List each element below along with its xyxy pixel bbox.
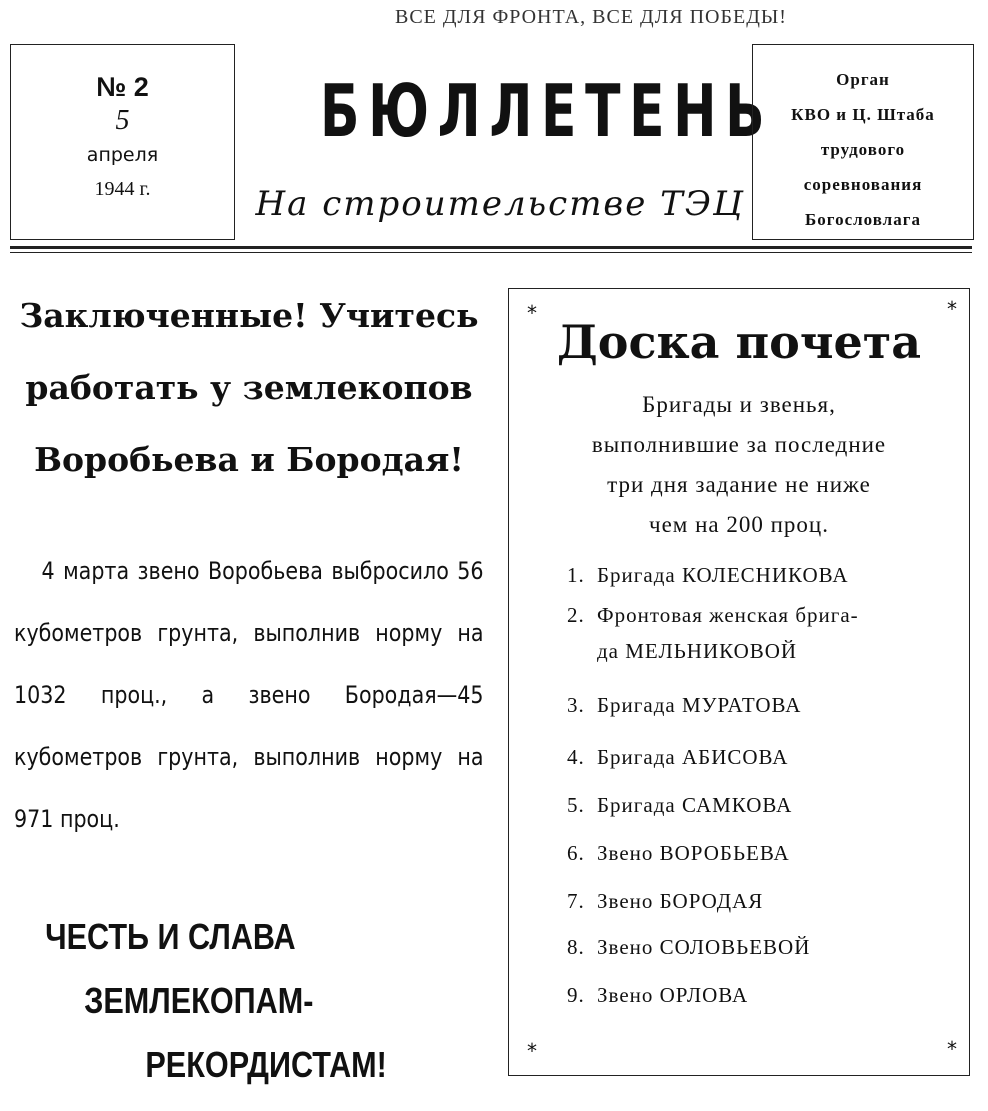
honor-list-item	[567, 883, 959, 919]
item-number: 3.	[567, 693, 585, 717]
item-text: Бригада МУРАТОВА	[597, 693, 802, 717]
issue-day: 5	[115, 105, 130, 136]
item-text: Звено СОЛОВЬЕВОЙ	[597, 935, 811, 959]
masthead-rule-thin	[10, 252, 972, 253]
glory-line: ЗЕМЛЕКОПАМ-	[84, 980, 314, 1021]
honor-board-title: Доска почета	[556, 315, 922, 369]
subtitle-line: Бригады и звенья,	[642, 392, 836, 417]
star-icon: *	[527, 1039, 537, 1063]
item-number: 8.	[567, 935, 585, 959]
masthead	[10, 44, 972, 244]
honor-list-item	[567, 977, 959, 1013]
top-slogan: ВСЕ ДЛЯ ФРОНТА, ВСЕ ДЛЯ ПОБЕДЫ!	[395, 6, 787, 28]
subtitle-line: три дня задание не ниже	[607, 472, 871, 497]
item-number: 5.	[567, 793, 585, 817]
star-icon: *	[527, 301, 537, 325]
star-icon: *	[947, 1037, 957, 1061]
organ-line: Богословлага	[805, 210, 921, 229]
subtitle-line: выполнившие за последние	[591, 432, 887, 457]
headline-line: Воробьева и Бородая!	[34, 440, 464, 479]
glory-line: РЕКОРДИСТАМ!	[145, 1044, 387, 1085]
newspaper-title: БЮЛЛЕТЕНЬ	[320, 69, 774, 153]
subtitle-line: чем на 200 проц.	[649, 512, 829, 537]
issue-info	[10, 70, 235, 206]
organ-info	[752, 62, 974, 237]
item-number: 1.	[567, 563, 585, 587]
newspaper-subtitle: На строительстве ТЭЦ	[255, 184, 745, 224]
article-body: 4 марта звено Воробьева выбросило 56 кубометров грунта, выполнив норму на 1032 проц., а звено Бородая—45 кубометров грунта, выполнив норму на 971 проц.	[14, 557, 484, 833]
item-number: 4.	[567, 745, 585, 769]
item-text: Бригада КОЛЕСНИКОВА	[597, 563, 849, 587]
honor-list-item	[567, 835, 959, 871]
glory-line: ЧЕСТЬ И СЛАВА	[45, 916, 296, 957]
honor-list-item	[567, 929, 959, 965]
honor-list-item	[567, 687, 959, 723]
issue-month: апреля	[86, 144, 159, 166]
honor-list-item	[567, 557, 959, 593]
headline-line: работать у землекопов	[25, 368, 473, 407]
honor-board	[508, 288, 970, 1076]
item-text: Фронтовая женская брига-	[597, 603, 859, 627]
item-number: 9.	[567, 983, 585, 1007]
item-text: Звено ОРЛОВА	[597, 983, 749, 1007]
item-text-continued: да МЕЛЬНИКОВОЙ	[597, 639, 798, 663]
item-number: 2.	[567, 603, 585, 627]
item-text: Звено БОРОДАЯ	[597, 889, 764, 913]
issue-year: 1944 г.	[94, 178, 151, 200]
item-number: 7.	[567, 889, 585, 913]
headline-line: Заключенные! Учитесь	[19, 296, 479, 335]
honor-board-subtitle	[539, 385, 939, 545]
item-text: Бригада АБИСОВА	[597, 745, 789, 769]
glory-slogan	[40, 905, 470, 1097]
honor-list-item	[567, 597, 959, 669]
organ-line: соревнования	[803, 175, 923, 194]
article-headline	[14, 280, 484, 496]
organ-line: КВО и Ц. Штаба	[791, 105, 935, 124]
item-text: Бригада САМКОВА	[597, 793, 793, 817]
item-text: Звено ВОРОБЬЕВА	[597, 841, 790, 865]
masthead-rule	[10, 246, 972, 249]
honor-list-item	[567, 739, 959, 775]
item-number: 6.	[567, 841, 585, 865]
honor-list-item	[567, 787, 959, 823]
issue-number: № 2	[96, 72, 149, 102]
organ-line: Орган	[836, 70, 890, 89]
organ-line: трудового	[820, 140, 906, 159]
star-icon: *	[947, 297, 957, 321]
